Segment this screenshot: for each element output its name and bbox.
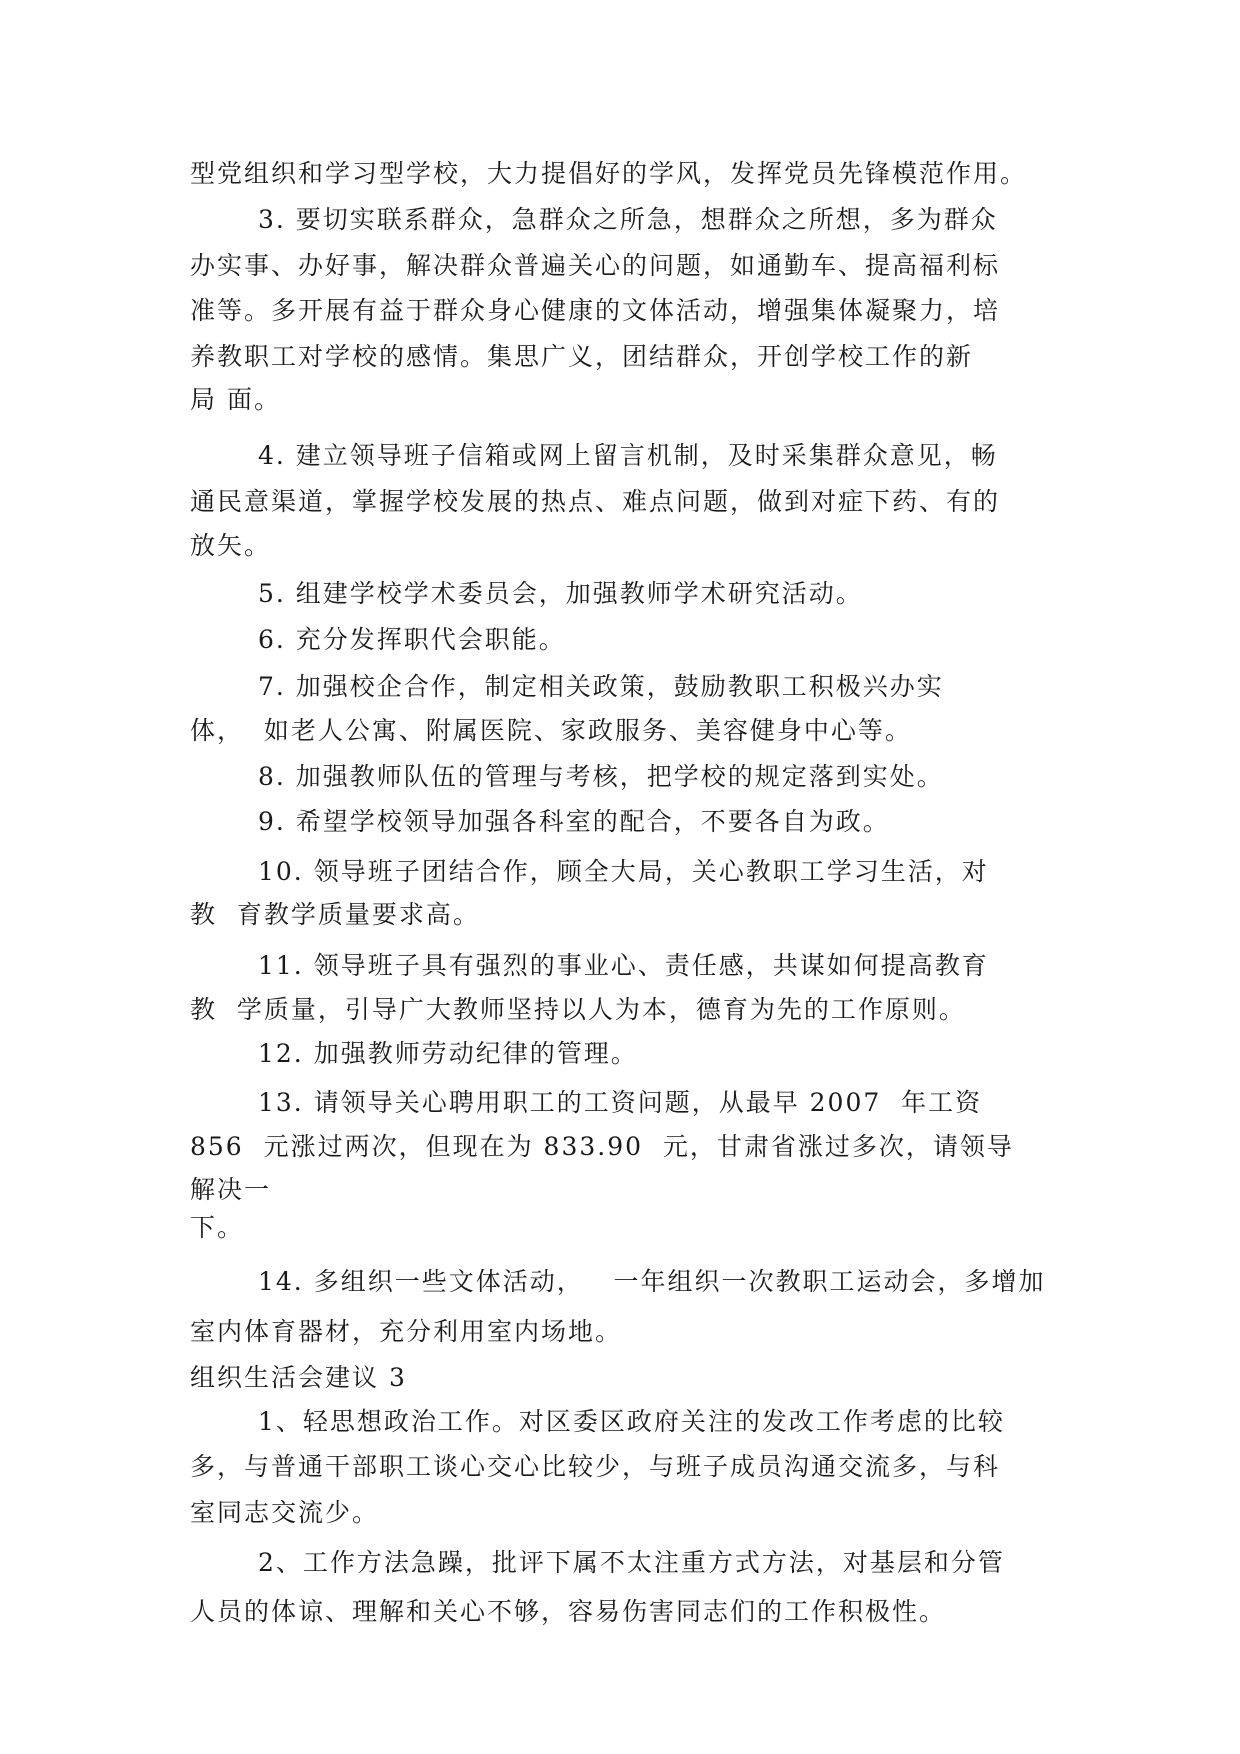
item-7-line-1: 7. 加强校企合作，制定相关政策，鼓励教职工积极兴办实 <box>258 672 944 701</box>
item-4-line-1: 4. 建立领导班子信箱或网上留言机制，及时采集群众意见，畅 <box>258 441 998 470</box>
item-13-line-3: 解决一 <box>190 1175 272 1204</box>
item-7-line-2: 体， 如老人公寓、附属医院、家政服务、美容健身中心等。 <box>190 716 912 745</box>
point-2-line-2: 人员的体谅、理解和关心不够，容易伤害同志们的工作积极性。 <box>190 1597 947 1626</box>
section-heading: 组织生活会建议 3 <box>190 1363 407 1392</box>
item-3-line-5: 局 面。 <box>190 385 281 414</box>
item-13-line-2: 856 元涨过两次，但现在为 833.90 元，甘肃省涨过多次，请领导 <box>190 1132 1014 1161</box>
item-11-line-1: 11. 领导班子具有强烈的事业心、责任感，共谋如何提高教育 <box>258 951 989 980</box>
item-13-line-4: 下。 <box>190 1213 245 1242</box>
paragraph-2-end-line: 型党组织和学习型学校，大力提倡好的学风，发挥党员先锋模范作用。 <box>190 159 1028 188</box>
point-1-line-2: 多，与普通干部职工谈心交心比较少，与班子成员沟通交流多，与科 <box>190 1452 1001 1481</box>
item-10-line-2: 教 育教学质量要求高。 <box>190 900 480 929</box>
item-4-line-3: 放矢。 <box>190 531 272 560</box>
item-11-line-2: 教 学质量，引导广大教师坚持以人为本，德育为先的工作原则。 <box>190 995 966 1024</box>
item-3-line-2: 办实事、办好事，解决群众普遍关心的问题，如通勤车、提高福利标 <box>190 251 1001 280</box>
item-6-line: 6. 充分发挥职代会职能。 <box>258 625 566 654</box>
item-14-line-1: 14. 多组织一些文体活动， 一年组织一次教职工运动会，多增加 <box>258 1267 1046 1296</box>
item-4-line-2: 通民意渠道，掌握学校发展的热点、难点问题，做到对症下药、有的 <box>190 487 1001 516</box>
item-3-line-4: 养教职工对学校的感情。集思广义，团结群众，开创学校工作的新 <box>190 342 974 371</box>
item-3-line-3: 准等。多开展有益于群众身心健康的文体活动，增强集体凝聚力，培 <box>190 296 1001 325</box>
item-5-line: 5. 组建学校学术委员会，加强教师学术研究活动。 <box>258 579 863 608</box>
item-8-line: 8. 加强教师队伍的管理与考核，把学校的规定落到实处。 <box>258 762 944 791</box>
item-14-line-2: 室内体育器材，充分利用室内场地。 <box>190 1317 623 1346</box>
item-9-line: 9. 希望学校领导加强各科室的配合，不要各自为政。 <box>258 807 890 836</box>
point-1-line-3: 室同志交流少。 <box>190 1498 380 1527</box>
item-10-line-1: 10. 领导班子团结合作，顾全大局，关心教职工学习生活，对 <box>258 857 989 886</box>
point-1-line-1: 1、轻思想政治工作。对区委区政府关注的发改工作考虑的比较 <box>258 1407 1005 1436</box>
item-3-line-1: 3. 要切实联系群众，急群众之所急，想群众之所想，多为群众 <box>258 205 998 234</box>
item-12-line: 12. 加强教师劳动纪律的管理。 <box>258 1039 638 1068</box>
item-13-line-1: 13. 请领导关心聘用职工的工资问题，从最早 2007 年工资 <box>258 1088 983 1117</box>
point-2-line-1: 2、工作方法急躁，批评下属不太注重方式方法，对基层和分管 <box>258 1548 1005 1577</box>
